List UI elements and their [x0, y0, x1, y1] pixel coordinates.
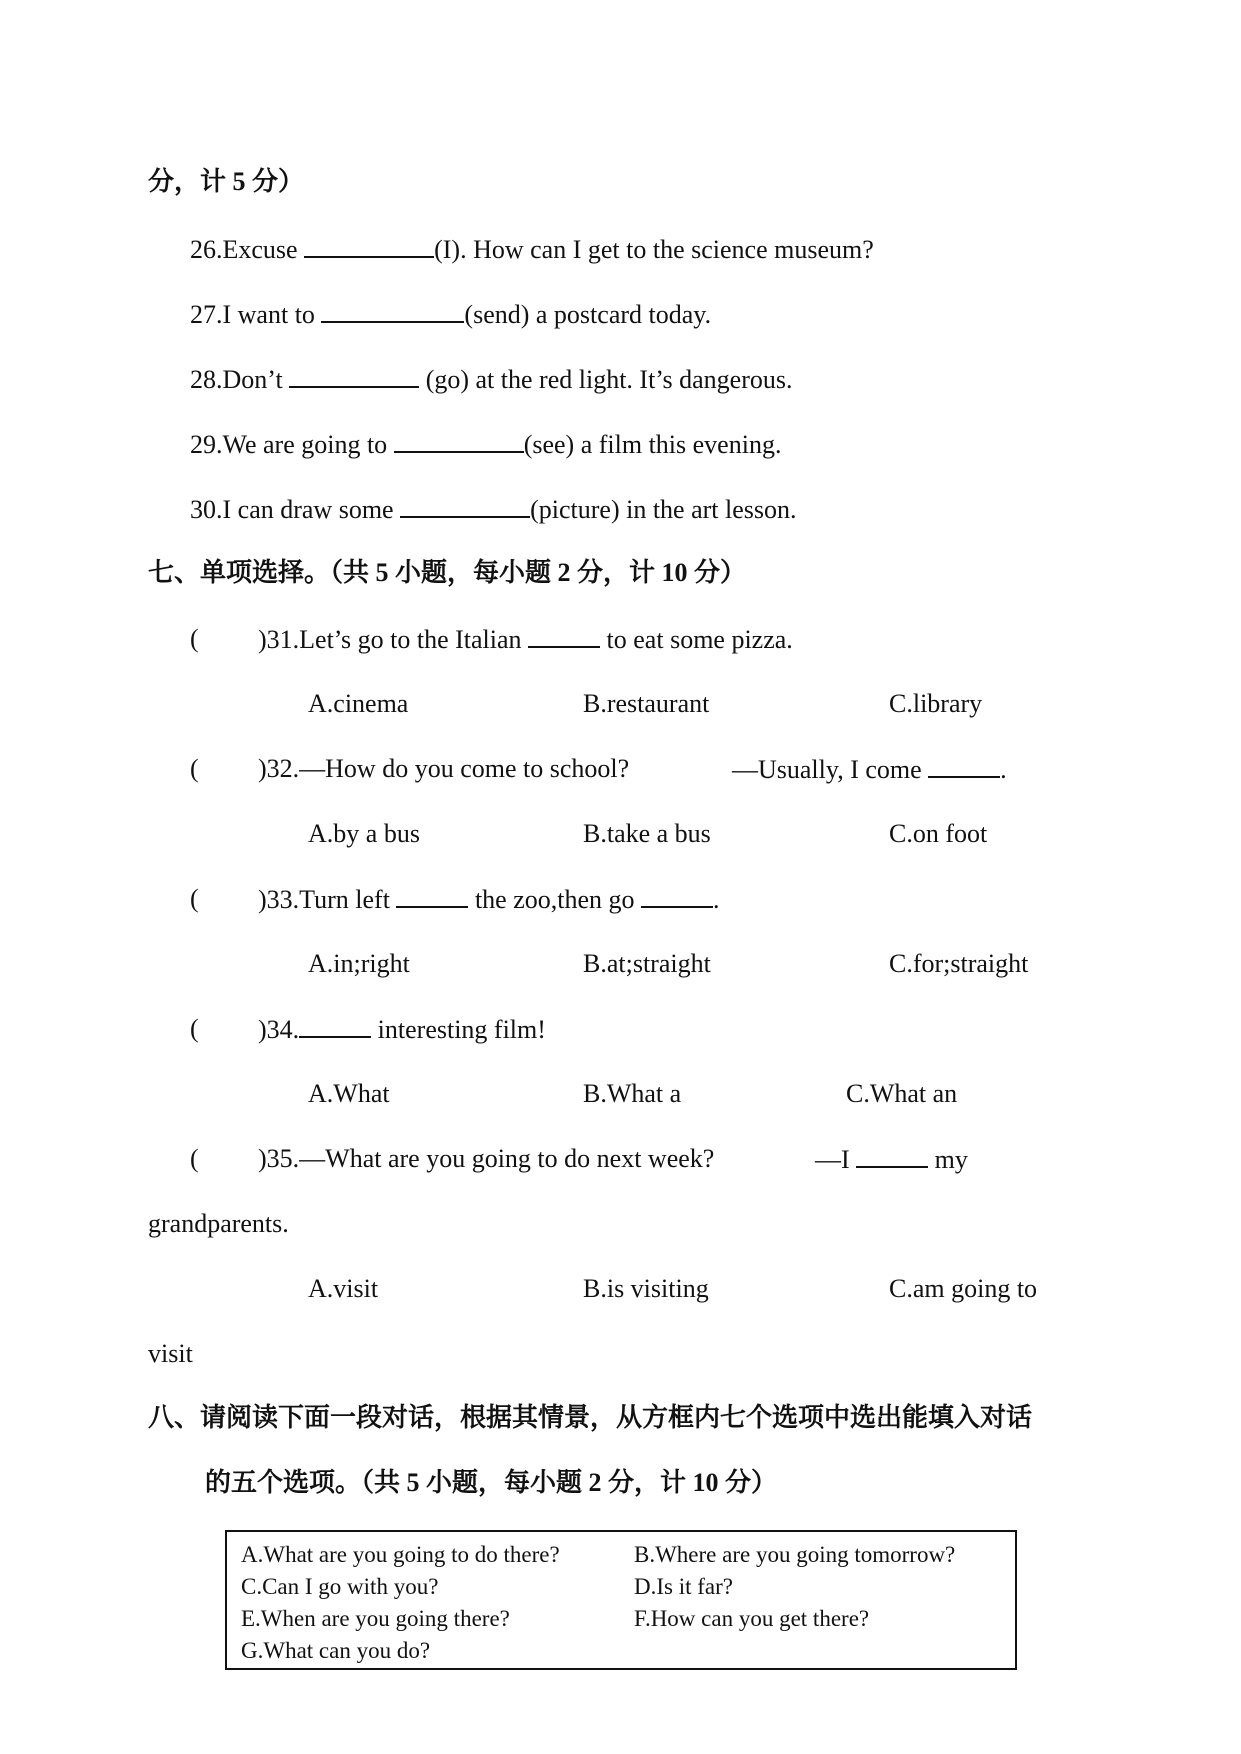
option-c[interactable]: C.for;straight — [889, 949, 1029, 978]
top-fragment: 分，计 5 分） — [148, 167, 305, 196]
answer-blank[interactable] — [299, 1014, 371, 1038]
box-option-f: F.How can you get there? — [634, 1606, 870, 1631]
answer-paren[interactable]: ( — [190, 1144, 199, 1173]
question-35-reply: —I my — [815, 1145, 968, 1174]
fill-item-27: 27.I want to (send) a postcard today. — [190, 300, 712, 329]
option-a[interactable]: A.in;right — [308, 949, 410, 978]
options-box — [225, 1530, 1017, 1670]
option-a[interactable]: A.cinema — [308, 689, 409, 718]
fill-item-29: 29.We are going to (see) a film this evening. — [190, 430, 782, 459]
answer-blank[interactable] — [856, 1144, 928, 1168]
answer-blank[interactable] — [928, 754, 1000, 778]
box-option-c: C.Can I go with you? — [241, 1574, 439, 1599]
section7-title: 七、单项选择。（共 5 小题，每小题 2 分，计 10 分） — [148, 558, 747, 587]
option-b[interactable]: B.restaurant — [583, 689, 710, 718]
option-b[interactable]: B.at;straight — [583, 949, 711, 978]
question-35: )35.—What are you going to do next week? — [258, 1144, 715, 1173]
box-option-g: G.What can you do? — [241, 1638, 431, 1663]
section8-title: 八、请阅读下面一段对话，根据其情景，从方框内七个选项中选出能填入对话 — [148, 1403, 1033, 1432]
answer-paren[interactable]: ( — [190, 754, 199, 783]
option-b[interactable]: B.is visiting — [583, 1274, 709, 1303]
option-a[interactable]: A.by a bus — [308, 819, 420, 848]
section8-title-cont: 的五个选项。（共 5 小题，每小题 2 分，计 10 分） — [205, 1468, 778, 1497]
option-c[interactable]: C.library — [889, 689, 983, 718]
answer-blank[interactable] — [394, 429, 524, 453]
box-option-e: E.When are you going there? — [241, 1606, 510, 1631]
answer-blank[interactable] — [289, 364, 419, 388]
question-32-reply: —Usually, I come . — [732, 755, 1007, 784]
option-b[interactable]: B.What a — [583, 1079, 682, 1108]
question-31: )31.Let’s go to the Italian to eat some pizza. — [258, 625, 793, 654]
question-34: )34. interesting film! — [258, 1015, 546, 1044]
option-c[interactable]: C.on foot — [889, 819, 988, 848]
answer-paren[interactable]: ( — [190, 624, 199, 653]
question-33: )33.Turn left the zoo,then go . — [258, 885, 720, 914]
box-option-a: A.What are you going to do there? — [241, 1542, 560, 1567]
answer-blank[interactable] — [400, 494, 530, 518]
option-c[interactable]: C.What an — [846, 1079, 958, 1108]
option-b[interactable]: B.take a bus — [583, 819, 711, 848]
option-c-continuation: visit — [148, 1339, 193, 1368]
fill-item-28: 28.Don’t (go) at the red light. It’s dangerous. — [190, 365, 793, 394]
answer-blank[interactable] — [641, 884, 713, 908]
answer-blank[interactable] — [321, 299, 464, 323]
option-a[interactable]: A.What — [308, 1079, 390, 1108]
fill-item-26: 26.Excuse (I). How can I get to the science museum? — [190, 235, 874, 264]
answer-paren[interactable]: ( — [190, 884, 199, 913]
answer-blank[interactable] — [528, 624, 600, 648]
answer-paren[interactable]: ( — [190, 1014, 199, 1043]
question-32: )32.—How do you come to school? — [258, 754, 630, 783]
box-option-d: D.Is it far? — [634, 1574, 733, 1599]
question-35-continuation: grandparents. — [148, 1209, 289, 1238]
answer-blank[interactable] — [304, 234, 434, 258]
option-a[interactable]: A.visit — [308, 1274, 379, 1303]
option-c[interactable]: C.am going to — [889, 1274, 1038, 1303]
answer-blank[interactable] — [396, 884, 468, 908]
fill-item-30: 30.I can draw some (picture) in the art lesson. — [190, 495, 797, 524]
box-option-b: B.Where are you going tomorrow? — [634, 1542, 956, 1567]
